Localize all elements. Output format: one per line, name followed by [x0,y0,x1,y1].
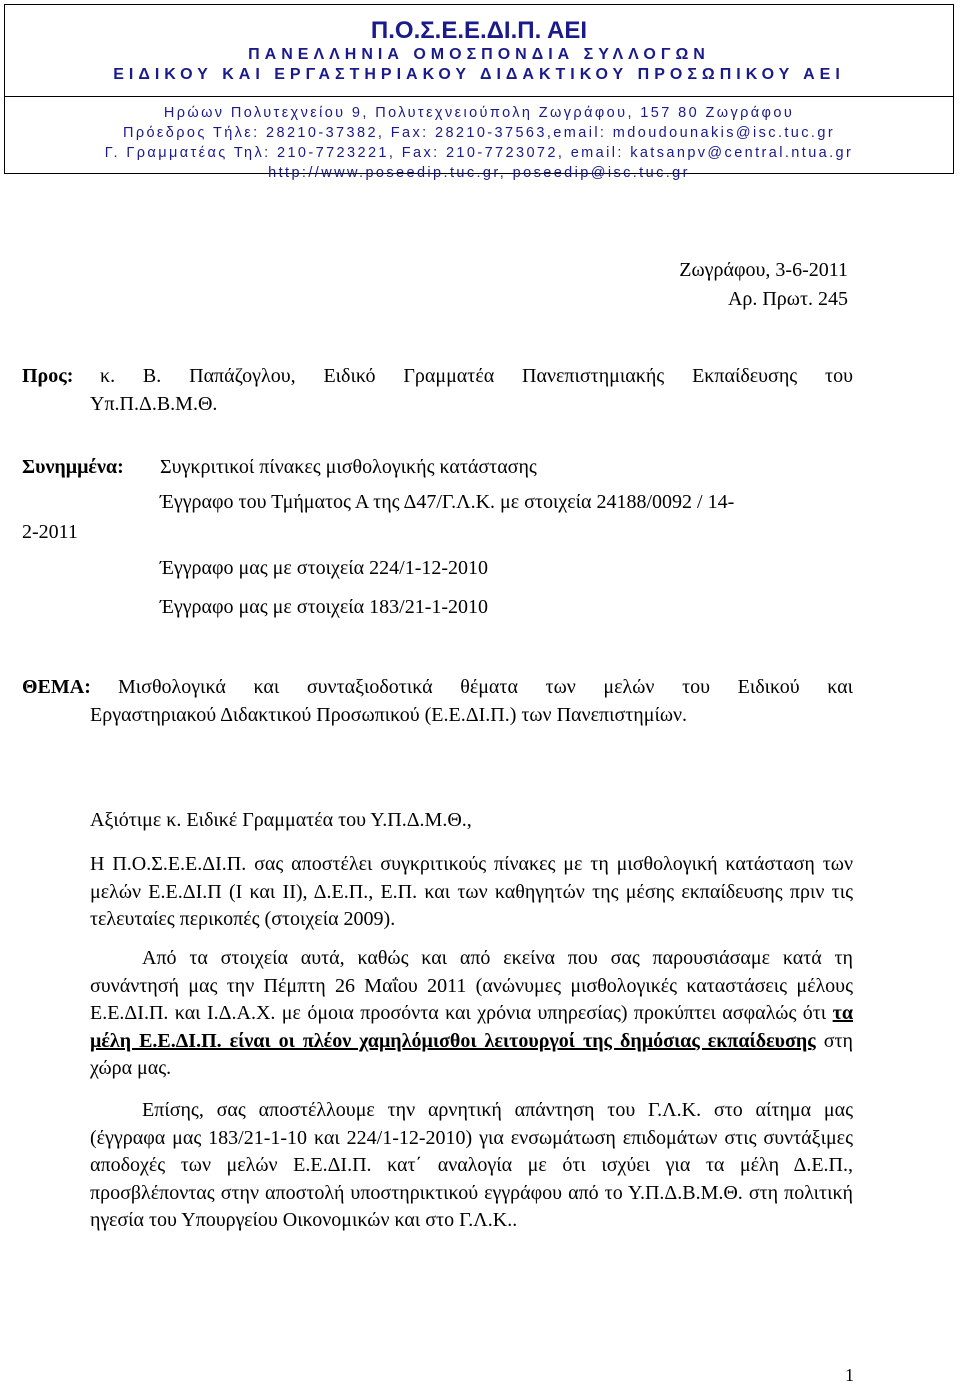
recipient-line1: κ. Β. Παπάζογλου, Ειδικό Γραμματέα Πανεπιστημιακής Εκπαίδευσης του [100,365,853,387]
attachment-item-continuation: 2-2011 [22,521,78,543]
website-contact: http://www.poseedip.tuc.gr, poseedip@isc.tuc.gr [268,165,690,181]
subject-line2: Εργαστηριακού Διδακτικού Προσωπικού (Ε.Ε.ΔΙ.Π.) των Πανεπιστημίων. [90,704,688,726]
recipient-label: Προς: [22,365,74,387]
subject-line1: Μισθολογικά και συνταξιοδοτικά θέματα των μελών του Ειδικού και [118,676,853,698]
paragraph-text: Από τα στοιχεία αυτά, καθώς και από εκείνα που σας παρουσιάσαμε κατά τη συνάντησή μας την Πέμπτη 26 Μαΐου 2011 (ανώνυμες μισθολογικές καταστάσεις μέλους Ε.Ε.ΔΙ.Π. και Ι.Δ.Α.Χ. με όμοια προσόντα και χρόνια υπηρεσίας) προκύπτει ασφαλώς ότι [90,947,853,1025]
org-title: Π.Ο.Σ.Ε.Ε.ΔΙ.Π. ΑΕΙ [370,17,588,44]
attachment-item: Έγγραφο μας με στοιχεία 224/1-12-2010 [160,557,489,579]
secretary-contact: Γ. Γραμματέας Τηλ: 210-7723221, Fax: 210-7723072, email: katsanpv@central.ntua.gr [104,145,854,161]
letterhead-org-block [5,5,953,97]
paragraph-text: Η Π.Ο.Σ.Ε.Ε.ΔΙ.Π. σας αποστέλει συγκριτικούς πίνακες με τη μισθολογική κατάσταση των μελών Ε.Ε.ΔΙ.Π (Ι και ΙΙ), Δ.Ε.Π., Ε.Π. και των καθηγητών της μέσης εκπαίδευσης πριν τις τελευταίες περικοπές (στοιχεία 2009). [90,853,853,931]
attachment-item: Συγκριτικοί πίνακες μισθολογικής κατάστασης [160,456,537,478]
org-name-line2: ΕΙΔΙΚΟΥ ΚΑΙ ΕΡΓΑΣΤΗΡΙΑΚΟΥ ΔΙΔΑΚΤΙΚΟΥ ΠΡΟΣΩΠΙΚΟΥ ΑΕΙ [113,66,845,83]
attachments-label: Συνημμένα: [22,456,124,478]
org-address: Ηρώων Πολυτεχνείου 9, Πολυτεχνειούπολη Ζωγράφου, 157 80 Ζωγράφου [163,105,795,121]
body-paragraph-2 [90,945,853,1083]
paragraph-text: Επίσης, σας αποστέλλουμε την αρνητική απάντηση του Γ.Λ.Κ. στο αίτημα μας (έγγραφα μας 183/21-1-10 και 224/1-12-2010) για ενσωμάτωση επιδομάτων στις συντάξιμες αποδοχές των μελών Ε.Ε.ΔΙ.Π. κατ΄ αναλογία με ότι ισχύει για τα μέλη Δ.Ε.Π., προσβλέποντας στην αποστολή υποστηρικτικού εγγράφου από το Υ.Π.Δ.Β.Μ.Θ. στη πολιτική ηγεσία του Υπουργείου Οικονομικών και στο Γ.Λ.Κ.. [90,1099,853,1232]
body-paragraph-1 [90,851,853,934]
page-number: 1 [845,1365,854,1385]
emphasized-text: τα μέλη Ε.Ε.ΔΙ.Π. είναι οι πλέον χαμηλόμισθοι λειτουργοί της δημόσιας εκπαίδευσης [90,1002,853,1052]
org-name-line1: ΠΑΝΕΛΛΗΝΙΑ ΟΜΟΣΠΟΝΔΙΑ ΣΥΛΛΟΓΩΝ [248,46,710,63]
subject-label: ΘΕΜΑ: [22,676,91,698]
letterhead [4,4,954,181]
place-date: Ζωγράφου, 3-6-2011 [679,259,848,281]
attachment-item: Έγγραφο μας με στοιχεία 183/21-1-2010 [160,596,489,618]
paragraph-text: στη χώρα μας. [90,1029,853,1080]
body-paragraph-3 [90,1097,853,1235]
recipient-line2: Υπ.Π.Δ.Β.Μ.Θ. [90,393,218,415]
attachment-item: Έγγραφο του Τμήματος Α της Δ47/Γ.Λ.Κ. με στοιχεία 24188/0092 / 14- [160,491,735,513]
president-contact: Πρόεδρος Τήλε: 28210-37382, Fax: 28210-37563,email: mdoudounakis@isc.tuc.gr [122,125,836,141]
salutation: Αξιότιμε κ. Ειδικέ Γραμματέα του Υ.Π.Δ.Μ.Θ., [90,809,472,831]
protocol-number: Αρ. Πρωτ. 245 [727,288,848,310]
